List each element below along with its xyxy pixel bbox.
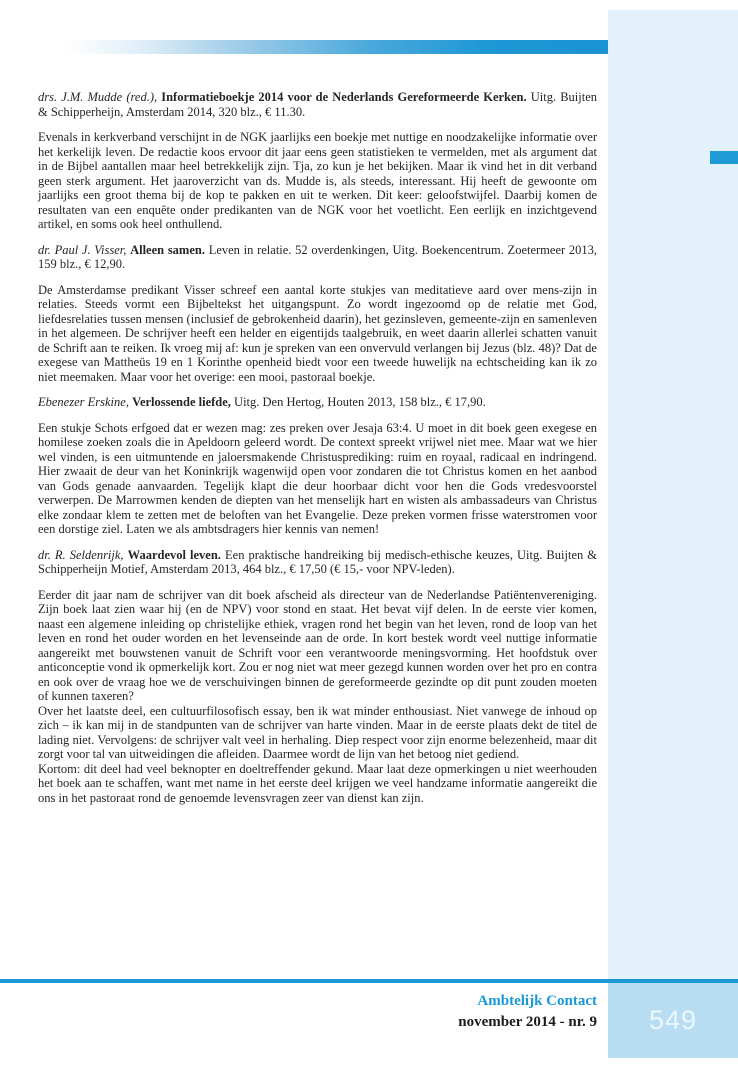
book-review	[38, 548, 597, 806]
book-review	[38, 90, 597, 232]
review-paragraph: Over het laatste deel, een cultuurfilosofisch essay, ben ik wat minder enthousiast. Niet vanwege de inhoud op zich – ik kan mij in de standpunten van de schrijver van harte vinden. Maar in de eerste plaats dekt de titel de lading niet. Vervolgens: de schrijver valt veel in herhaling. Diep respect voor zijn enorme belezenheid, maar dit zorgt voor tal van uitweidingen die afleiden. Daarmee wordt de lijn van het betoog niet gediend.	[38, 703, 597, 761]
review-publication: Een praktische handreiking bij medisch-ethische keuzes, Uitg. Buijten & Schipperheijn Motief, Amsterdam 2013, 464 blz., € 17,50 (€ 15,- voor NPV-leden).	[38, 547, 598, 576]
review-body	[38, 421, 597, 537]
reviews-column	[38, 90, 597, 816]
review-heading	[38, 243, 597, 272]
review-publication: Uitg. Den Hertog, Houten 2013, 158 blz., € 17,90.	[234, 395, 486, 409]
page-number: 549	[648, 1005, 698, 1035]
footer-info	[0, 991, 597, 1033]
issue-info: november 2014 - nr. 9	[458, 1014, 597, 1030]
review-body	[38, 588, 597, 806]
journal-title: Ambtelijk Contact	[477, 993, 597, 1009]
review-paragraph: Kortom: dit deel had veel beknopter en doeltreffender gekund. Maar laat deze opmerkingen u niet weerhouden het boek aan te schaffen, want met name in het eerste deel krijgen we veel handzame informatie aangereikt die ons in het pastoraat rond de genoemde levensvragen zeer van dienst kan zijn.	[38, 761, 597, 805]
review-title: Informatieboekje 2014 voor de Nederlands Gereformeerde Kerken.	[161, 90, 527, 104]
review-author: drs. J.M. Mudde (red.),	[38, 90, 158, 104]
review-heading	[38, 548, 597, 577]
review-author: Ebenezer Erskine,	[38, 395, 129, 409]
page-number-block	[608, 983, 738, 1058]
review-paragraph: De Amsterdamse predikant Visser schreef een aantal korte stukjes van meditatieve aard over mens-zijn in relaties. Steeds vormt een Bijbeltekst het uitgangspunt. Zo wordt ingezoomd op de relatie met God, liefdesrelaties tussen mensen (inclusief de gebrokenheid daarin), het gezinsleven, gemeente-zijn en samenleven in het algemeen. De schrijver heeft een helder en eigentijds taalgebruik, en weet daarin allerlei schatten vanuit de Schrift aan te reiken. Ik vroeg mij af: kun je spreken van een onvervuld verlangen bij Jezus (blz. 48)? Dat de exegese van Mattheüs 19 en 1 Korinthe openheid biedt voor een tweede huwelijk na echtscheiding kan ik zo niet meemaken. Maar voor het overige: een mooi, pastoraal boekje.	[38, 282, 597, 384]
review-author: dr. R. Seldenrijk,	[38, 547, 124, 562]
book-review	[38, 395, 597, 537]
review-author: dr. Paul J. Visser,	[38, 242, 127, 257]
review-paragraph: Een stukje Schots erfgoed dat er wezen mag: zes preken over Jesaja 63:4. U moet in dit boek geen exegese en homilese zoeken zoals die in Apeldoorn geleerd wordt. De context spreekt vrijwel niet mee. Maar wat we hier wel vinden, is een uitmuntende en jaloersmakende Christusprediking: ruim en royaal, radicaal en indringend. Hier zwaait de deur van het Koninkrijk wagenwijd open voor zondaren die tot Christus komen en het aanbod van Gods genade aanvaarden. Tegelijk klapt die deur hoorbaar dicht voor hen die Gods vredesvoorstel verwerpen. De Marrowmen kenden de diepten van het menselijk hart en wisten als ambassadeurs van Christus elke zondaar klem te zetten met de beloften van het Evangelie. Deze preken vormen frisse waterstromen voor een dorstige ziel. Laten we als ambtsdragers hier kennis van nemen!	[38, 420, 597, 536]
sidebar-accent-tab	[710, 151, 738, 164]
review-title: Alleen samen.	[130, 242, 205, 257]
book-review	[38, 243, 597, 385]
review-publication: Leven in relatie. 52 overdenkingen, Uitg. Boekencentrum. Zoetermeer 2013, 159 blz., € 12,90.	[38, 242, 597, 271]
review-heading	[38, 395, 597, 410]
review-heading	[38, 90, 597, 119]
review-body	[38, 130, 597, 232]
review-publication: Uitg. Buijten & Schipperheijn, Amsterdam 2014, 320 blz., € 11.30.	[38, 90, 598, 119]
review-paragraph: Eerder dit jaar nam de schrijver van dit boek afscheid als directeur van de Nederlandse Patiëntenvereniging. Zijn boek laat zien waar hij (en de NPV) voor stond en staat. Het bevat vijf delen. In de eerste vier komen, naast een algemene inleiding op christelijke ethiek, vragen rond het begin van het leven, rond de loop van het leven en rond het ouder worden en het levenseinde aan de orde. In kort bestek wordt veel nuttige informatie aangereikt met bouwstenen vanuit de Schrift voor een verantwoorde meningsvorming. Het hoofdstuk over anticonceptie vond ik opmerkelijk kort. Zou er nog niet wat meer gezegd kunnen worden over het pro en contra en ook over de vraag hoe we de verschuivingen binnen de gereformeerde gezindte op dit punt zouden moeten of kunnen taxeren?	[38, 587, 597, 703]
review-paragraph: Evenals in kerkverband verschijnt in de NGK jaarlijks een boekje met nuttige en noodzakelijke informatie over het kerkelijk leven. De redactie koos ervoor dit jaar eens geen statistieken te vermelden, met als argument dat in de Bijbel aantallen maar heel betrekkelijk zijn. Tja, zo kun je het bekijken. Maar ik vind het in dit verband geen sterk argument. Het jaaroverzicht van ds. Mudde is, als steeds, interessant. Hij heeft de gewoonte om jaarlijks een groot thema bij de kop te pakken en uit te werken. Dit keer: geloofstwijfel. Daarbij komen de resultaten van een enquête onder predikanten van de NGK voor het voetlicht. Een eerlijk en inzichtgevend artikel, en soms ook heel onthullend.	[38, 130, 597, 231]
review-title: Verlossende liefde,	[132, 395, 231, 409]
review-title: Waardevol leven.	[127, 547, 221, 562]
review-body	[38, 283, 597, 385]
